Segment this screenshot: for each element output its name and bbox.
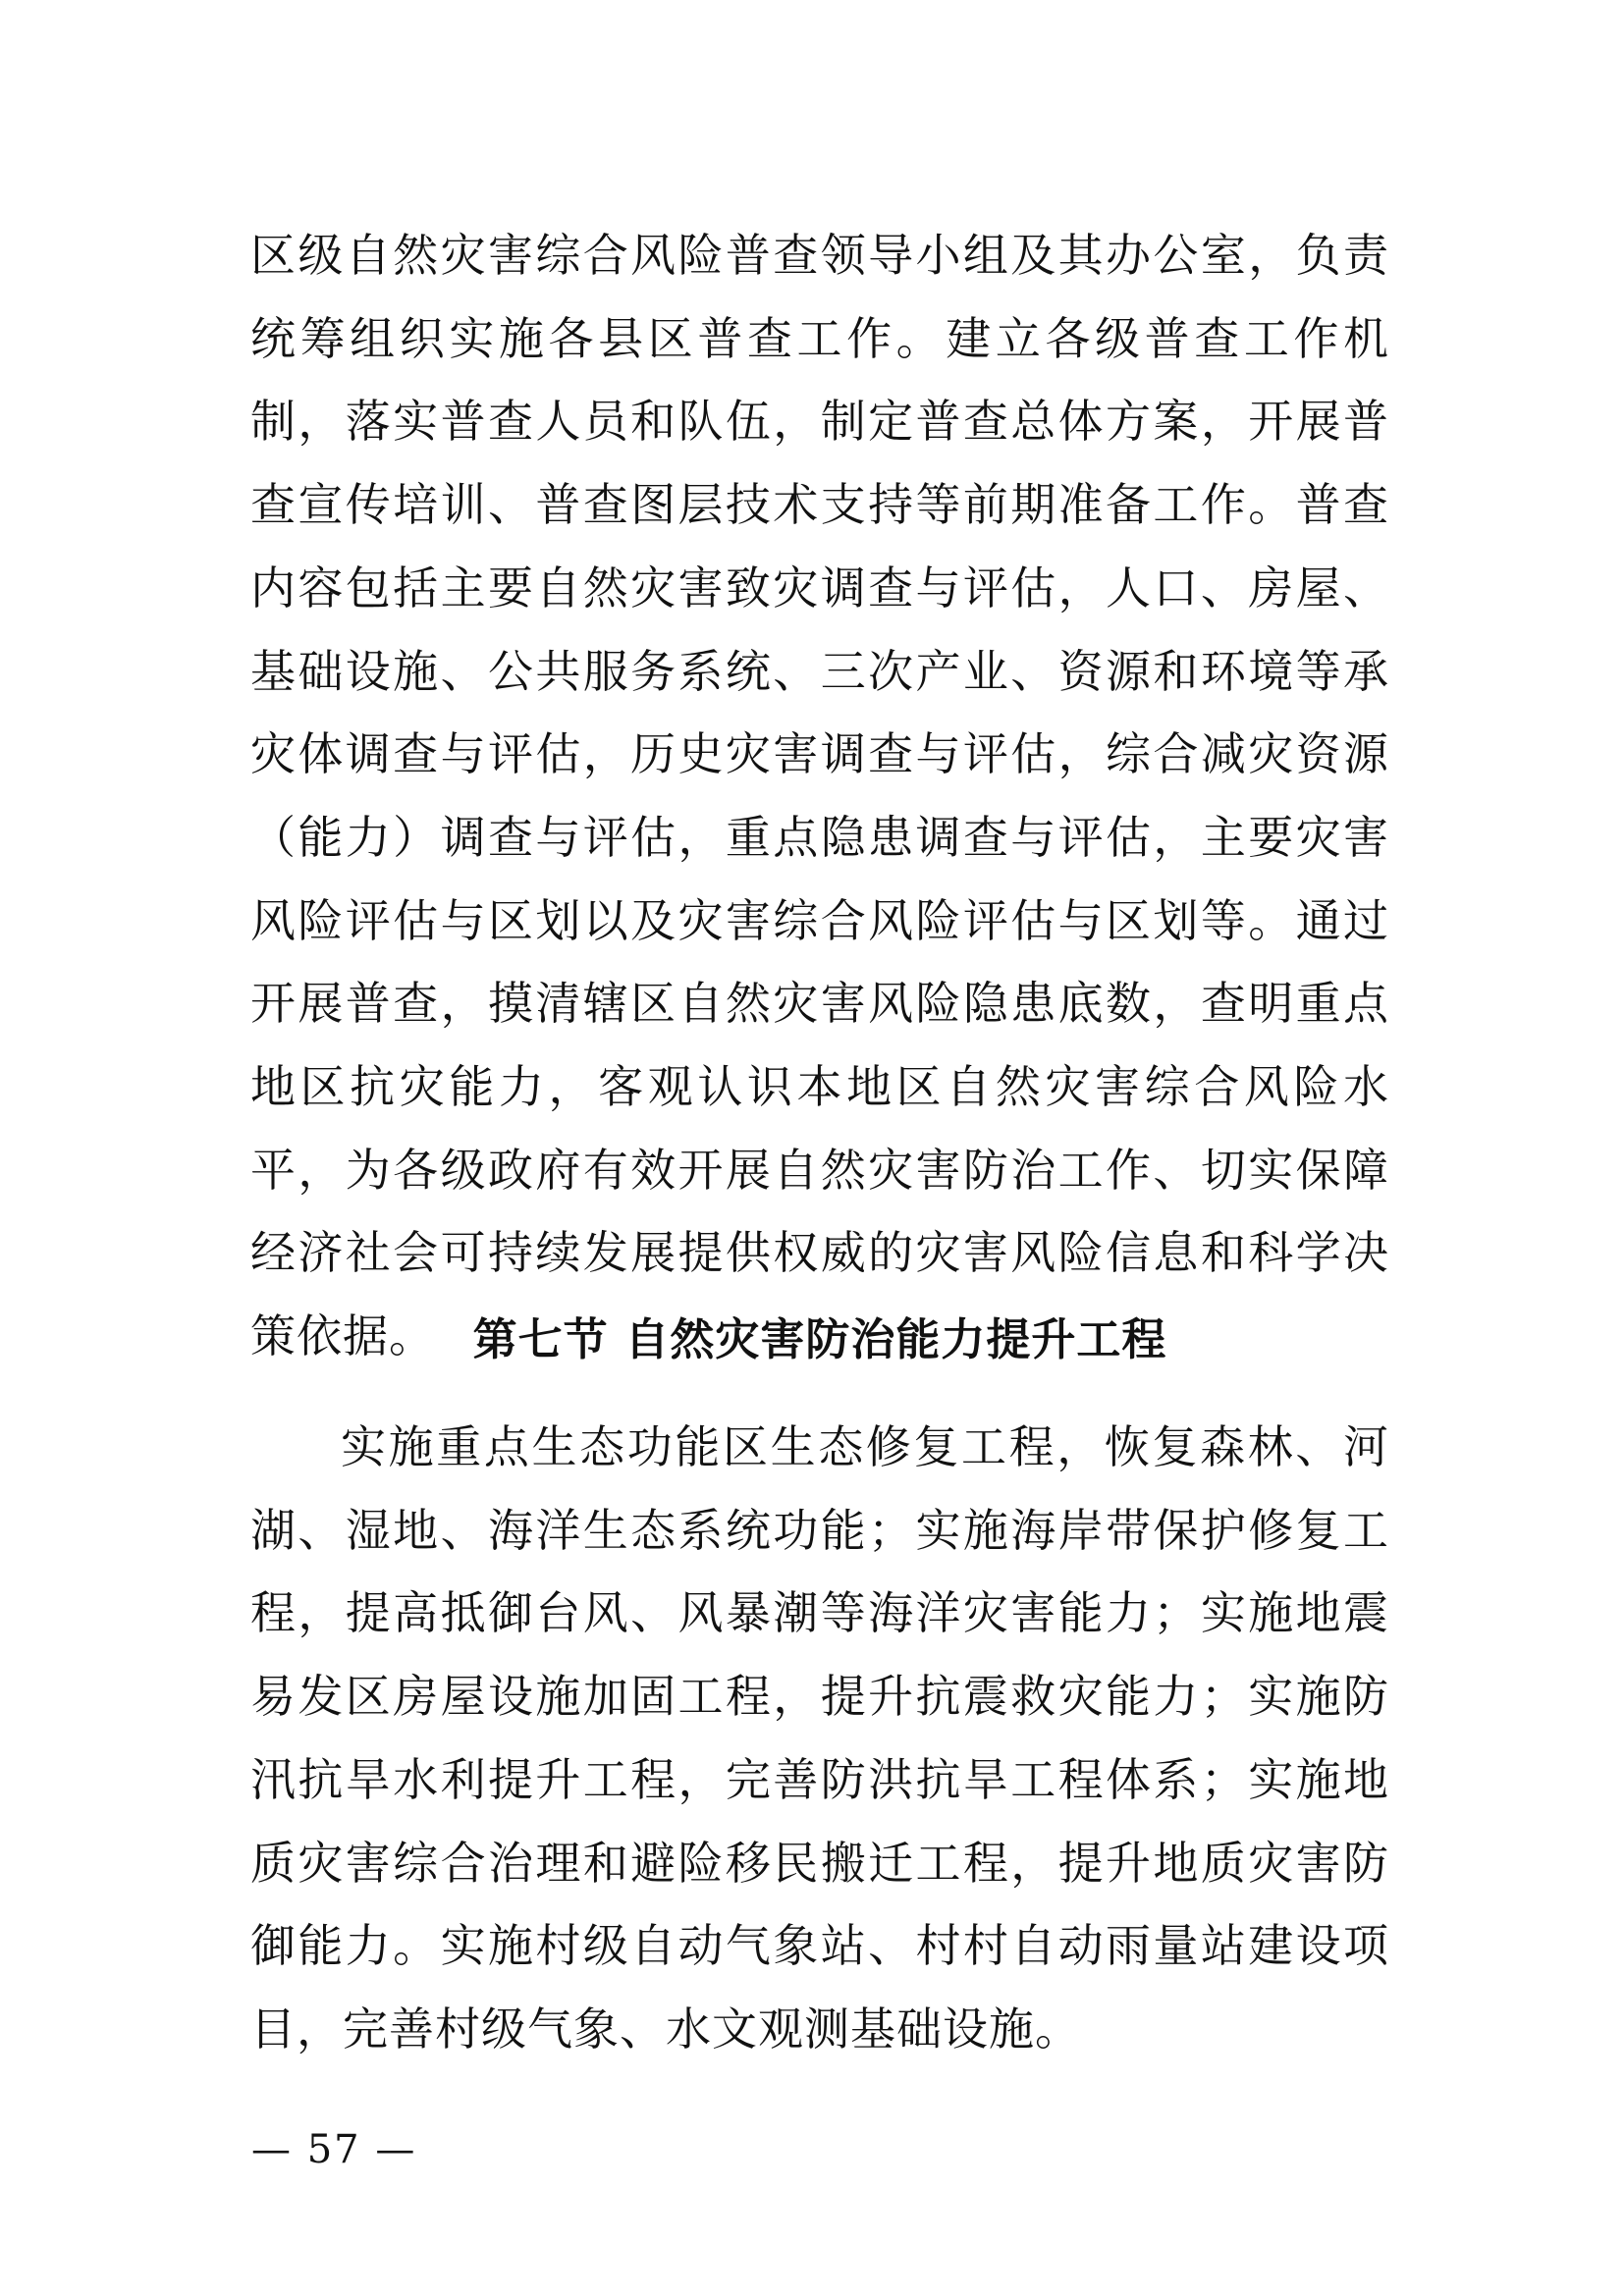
page-number: — 57 — [251,2127,417,2172]
section-heading: 第七节 自然灾害防治能力提升工程 [472,1313,1167,1365]
body-paragraph-census: 区级自然灾害综合风险普查领导小组及其办公室，负责统筹组织实施各县区普查工作。建立各级普查工作机制，落实普查人员和队伍，制定普查总体方案，开展普查宣传培训、普查图层技术支持等前期准备工作。普查内容包括主要自然灾害致灾调查与评估，人口、房屋、基础设施、公共服务系统、三次产业、资源和环境等承灾体调查与评估，历史灾害调查与评估，综合减灾资源（能力）调查与评估，重点隐患调查与评估，主要灾害风险评估与区划以及灾害综合风险评估与区划等。通过开展普查，摸清辖区自然灾害风险隐患底数，查明重点地区抗灾能力，客观认识本地区自然灾害综合风险水平，为各级政府有效开展自然灾害防治工作、切实保障经济社会可持续发展提供权威的灾害风险信息和科学决策依据。 [250,229,1389,1363]
body-paragraph-capacity-projects: 实施重点生态功能区生态修复工程，恢复森林、河湖、湿地、海洋生态系统功能；实施海岸带保护修复工程，提高抵御台风、风暴潮等海洋灾害能力；实施地震易发区房屋设施加固工程，提升抗震救灾能力；实施防汛抗旱水利提升工程，完善防洪抗旱工程体系；实施地质灾害综合治理和避险移民搬迁工程，提升地质灾害防御能力。实施村级自动气象站、村村自动雨量站建设项目，完善村级气象、水文观测基础设施。 [250,1420,1389,2056]
